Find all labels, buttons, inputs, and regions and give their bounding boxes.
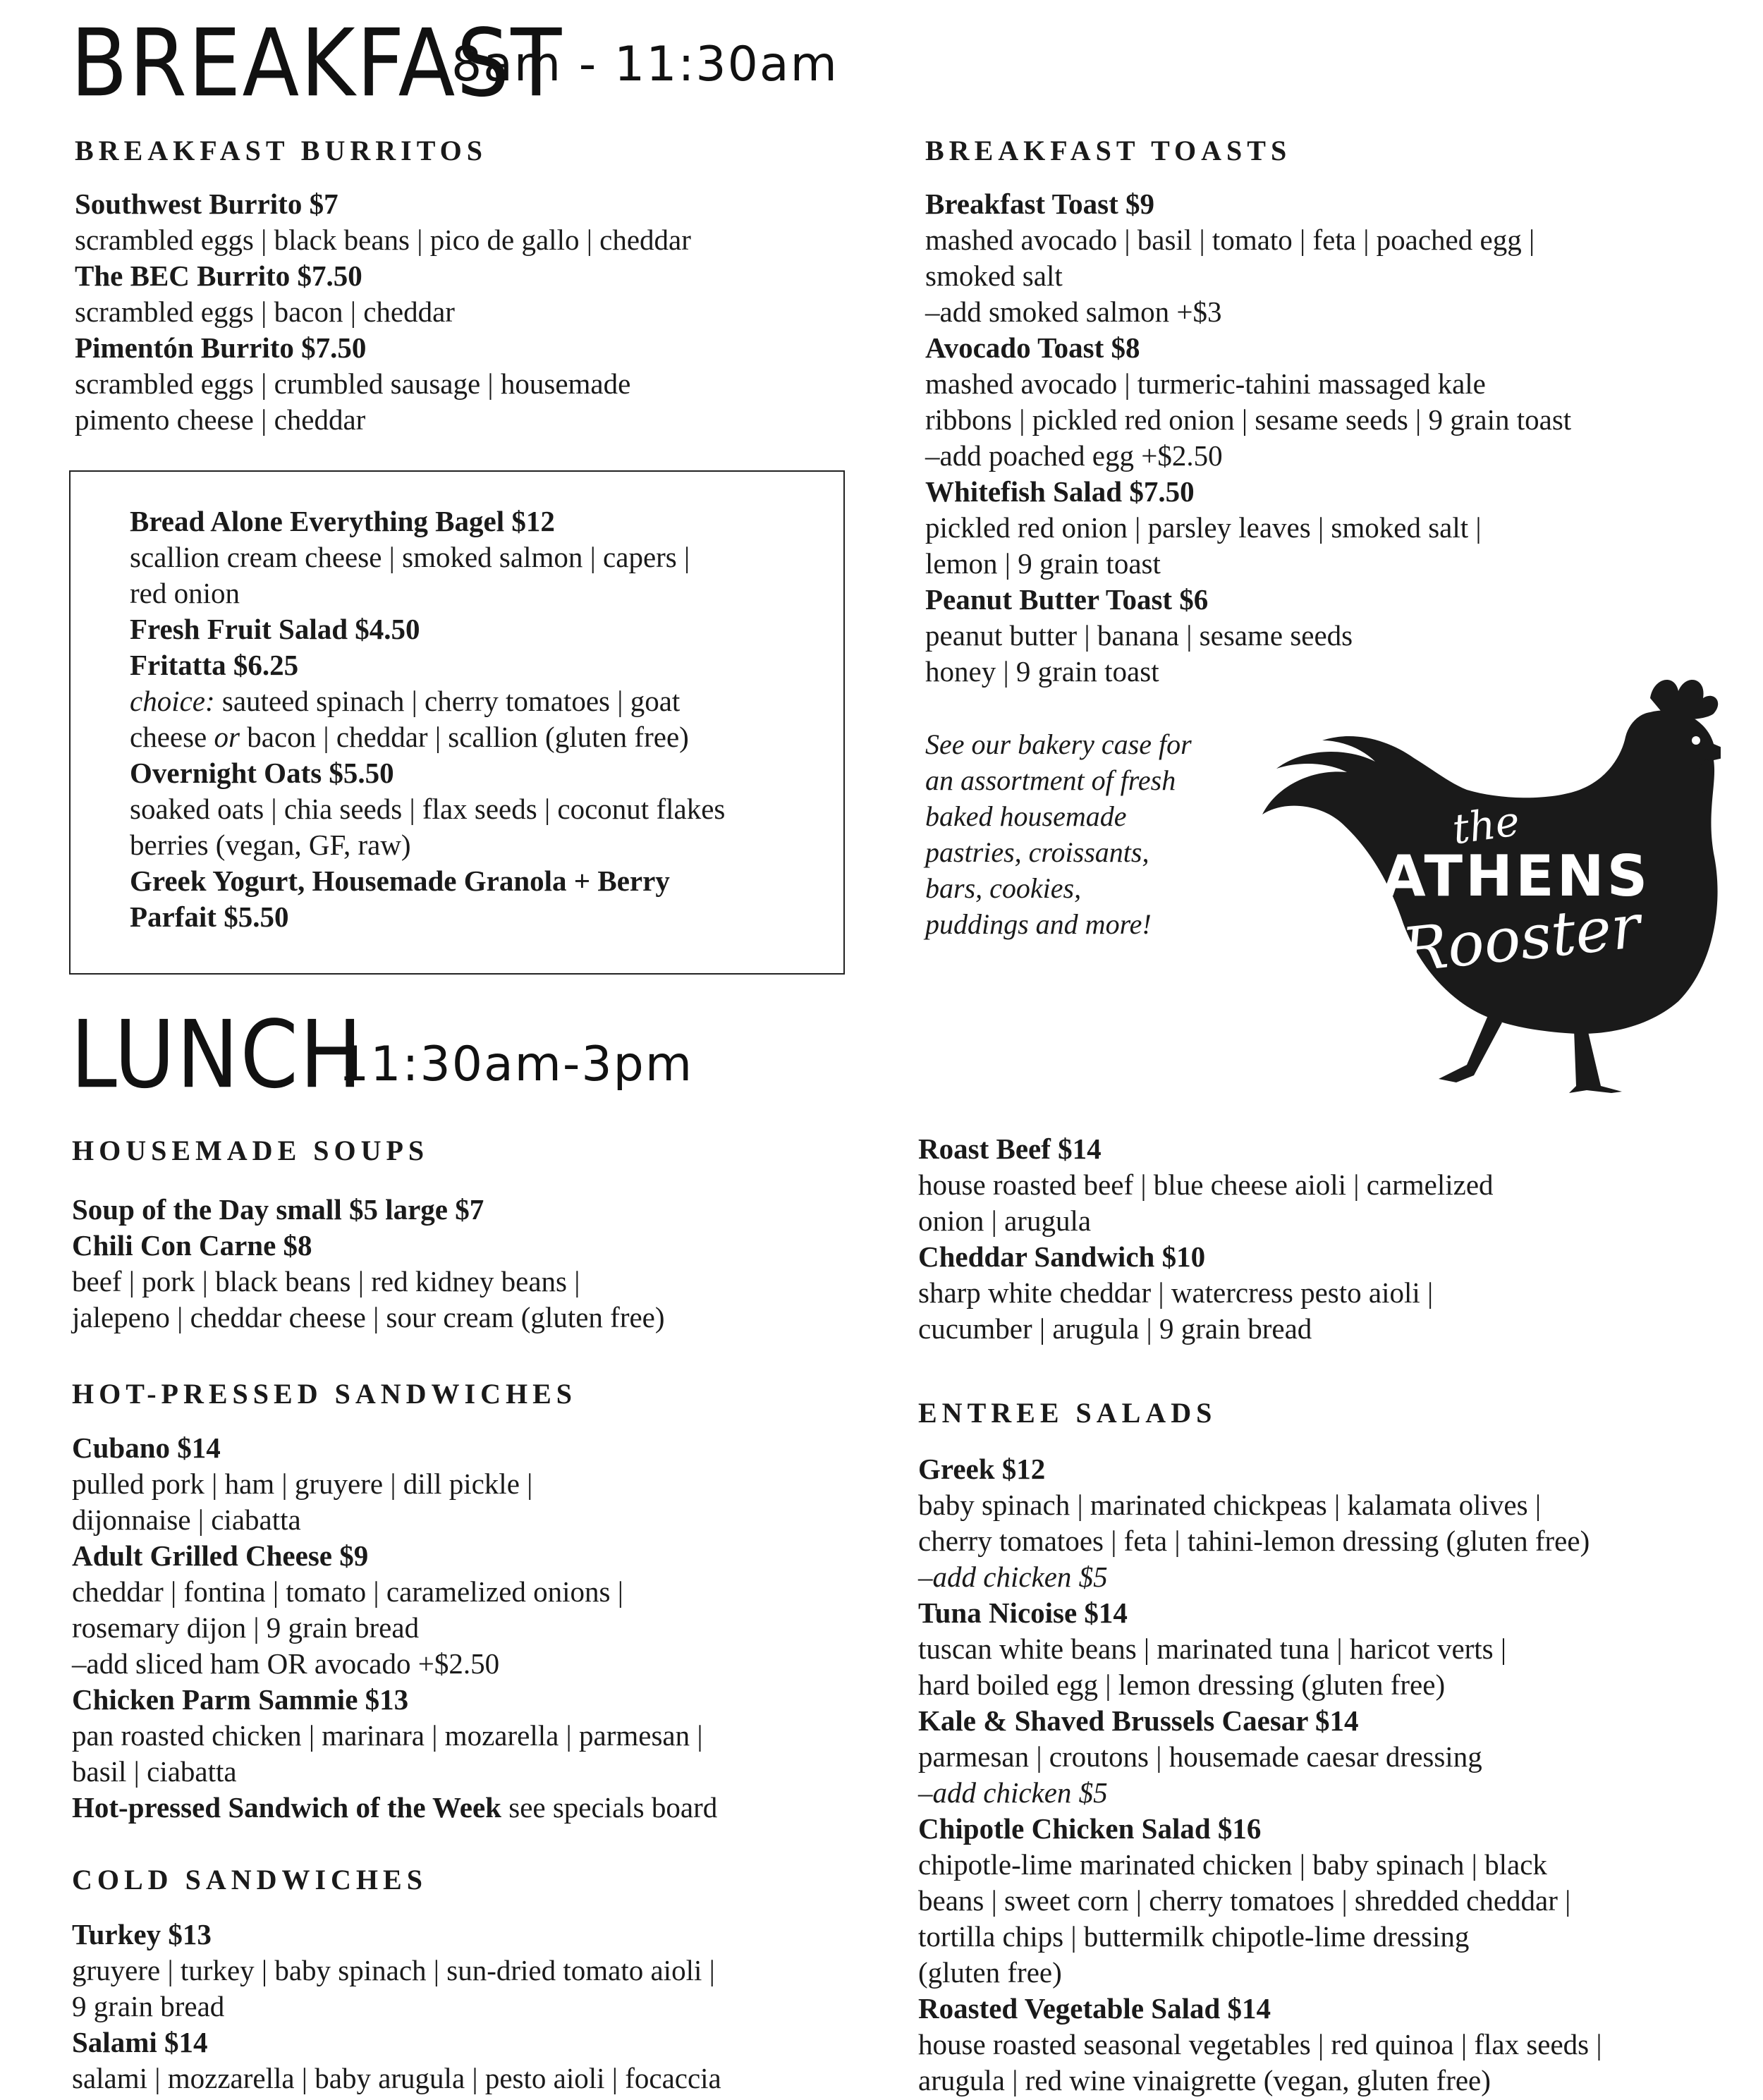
hot-list bbox=[72, 1430, 717, 1826]
menu-item-description: red onion bbox=[130, 577, 240, 609]
logo-text-rooster: Rooster bbox=[1398, 891, 1644, 987]
menu-item-text: or bbox=[214, 721, 240, 753]
menu-item-description: tortilla chips | buttermilk chipotle-lime dressing bbox=[918, 1920, 1470, 1953]
menu-item-description: cheddar | fontina | tomato | caramelized onions | bbox=[72, 1575, 623, 1608]
menu-item-description: pimento cheese | cheddar bbox=[75, 403, 366, 436]
menu-item-name: Chicken Parm Sammie $13 bbox=[72, 1683, 409, 1716]
burritos-heading: BREAKFAST BURRITOS bbox=[75, 135, 488, 166]
menu-item-description: mashed avocado | turmeric-tahini massaged kale bbox=[925, 367, 1486, 400]
menu-item-description: rosemary dijon | 9 grain bread bbox=[72, 1611, 420, 1644]
bakery-note-line: pastries, croissants, bbox=[925, 836, 1149, 868]
menu-item-description: arugula | red wine vinaigrette (vegan, gluten free) bbox=[918, 2064, 1491, 2096]
logo-text-athens: ATHENS bbox=[1381, 843, 1651, 909]
menu-item-description: soaked oats | chia seeds | flax seeds | coconut flakes bbox=[130, 793, 726, 825]
menu-item-description: –add sliced ham OR avocado +$2.50 bbox=[72, 1647, 500, 1680]
salads-heading: ENTREE SALADS bbox=[918, 1397, 1217, 1429]
menu-item-description: dijonnaise | ciabatta bbox=[72, 1503, 301, 1536]
menu-line bbox=[130, 683, 725, 719]
menu-item-description: salami | mozzarella | baby arugula | pesto aioli | focaccia bbox=[72, 2062, 721, 2094]
menu-item-description: beans | sweet corn | cherry tomatoes | shredded cheddar | bbox=[918, 1884, 1571, 1917]
lunch-hours: 11:30am-3pm bbox=[338, 1037, 694, 1092]
menu-item-description: peanut butter | banana | sesame seeds bbox=[925, 619, 1353, 652]
burritos-list bbox=[75, 186, 691, 438]
menu-item-description: house roasted seasonal vegetables | red quinoa | flax seeds | bbox=[918, 2028, 1602, 2061]
hot-heading: HOT-PRESSED SANDWICHES bbox=[72, 1378, 578, 1410]
bakery-note-line: See our bakery case for bbox=[925, 728, 1192, 760]
menu-item-name: Southwest Burrito $7 bbox=[75, 188, 338, 220]
menu-item-description: chipotle-lime marinated chicken | baby spinach | black bbox=[918, 1848, 1547, 1881]
menu-item-description: –add poached egg +$2.50 bbox=[925, 439, 1223, 472]
toasts-list bbox=[925, 186, 1571, 690]
menu-item-description: parmesan | croutons | housemade caesar dressing bbox=[918, 1740, 1482, 1773]
menu-item-text: cheese bbox=[130, 721, 214, 753]
menu-item-name: Hot-pressed Sandwich of the Week bbox=[72, 1791, 501, 1824]
menu-item-name: Soup of the Day small $5 large $7 bbox=[72, 1193, 484, 1226]
rooster-eye-icon bbox=[1692, 736, 1700, 745]
menu-item-description: honey | 9 grain toast bbox=[925, 655, 1159, 688]
menu-item-name: Parfait $5.50 bbox=[130, 901, 289, 933]
menu-item-description: (gluten free) bbox=[918, 1956, 1062, 1989]
menu-item-name: Fresh Fruit Salad $4.50 bbox=[130, 613, 420, 645]
menu-item-name: Roast Beef $14 bbox=[918, 1133, 1102, 1165]
soups-list bbox=[72, 1192, 665, 1336]
menu-item-text: see specials board bbox=[501, 1791, 718, 1824]
menu-item-name: Greek Yogurt, Housemade Granola + Berry bbox=[130, 865, 670, 897]
menu-item-description: scrambled eggs | black beans | pico de gallo | cheddar bbox=[75, 224, 691, 256]
logo-text-the: the bbox=[1449, 796, 1523, 854]
menu-item-name: Avocado Toast $8 bbox=[925, 331, 1140, 364]
menu-item-name: Chipotle Chicken Salad $16 bbox=[918, 1812, 1262, 1845]
menu-item-description: smoked salt bbox=[925, 260, 1063, 292]
menu-item-name: Bread Alone Everything Bagel $12 bbox=[130, 505, 555, 537]
athens-rooster-logo bbox=[1255, 670, 1721, 1093]
lunch-title: LUNCH bbox=[71, 1000, 364, 1109]
menu-item-description: pan roasted chicken | marinara | mozarella | parmesan | bbox=[72, 1719, 703, 1752]
menu-item-description: pickled red onion | parsley leaves | smoked salt | bbox=[925, 511, 1482, 544]
menu-item-description: scrambled eggs | crumbled sausage | housemade bbox=[75, 367, 631, 400]
bakery-note-line: baked housemade bbox=[925, 800, 1127, 832]
menu-item-description: sharp white cheddar | watercress pesto aioli | bbox=[918, 1276, 1434, 1309]
menu-item-description: beef | pork | black beans | red kidney beans | bbox=[72, 1265, 580, 1298]
bakery-note-line: bars, cookies, bbox=[925, 872, 1082, 904]
menu-item-description: house roasted beef | blue cheese aioli | carmelized bbox=[918, 1168, 1494, 1201]
menu-item-name: Salami $14 bbox=[72, 2026, 208, 2058]
menu-item-name: Tuna Nicoise $14 bbox=[918, 1597, 1128, 1629]
breakfast-hours: 8am - 11:30am bbox=[451, 37, 838, 92]
menu-item-description: basil | ciabatta bbox=[72, 1755, 237, 1788]
menu-item-name: Adult Grilled Cheese $9 bbox=[72, 1539, 369, 1572]
menu-item-text: choice: bbox=[130, 685, 215, 717]
bakery-note bbox=[925, 726, 1192, 942]
menu-item-description: ribbons | pickled red onion | sesame seeds | 9 grain toast bbox=[925, 403, 1572, 436]
cold-heading: COLD SANDWICHES bbox=[72, 1864, 427, 1896]
menu-item-description: 9 grain bread bbox=[72, 1990, 225, 2022]
menu-item-description: onion | arugula bbox=[918, 1204, 1092, 1237]
boxed-list bbox=[130, 503, 725, 935]
menu-item-description: berries (vegan, GF, raw) bbox=[130, 829, 411, 861]
menu-item-name: Roasted Vegetable Salad $14 bbox=[918, 1992, 1271, 2025]
menu-item-name: Breakfast Toast $9 bbox=[925, 188, 1155, 220]
menu-item-name: Kale & Shaved Brussels Caesar $14 bbox=[918, 1704, 1359, 1737]
menu-item-description: gruyere | turkey | baby spinach | sun-dried tomato aioli | bbox=[72, 1954, 715, 1986]
menu-item-name: Whitefish Salad $7.50 bbox=[925, 475, 1195, 508]
bakery-note-line: an assortment of fresh bbox=[925, 764, 1176, 796]
menu-item-name: Turkey $13 bbox=[72, 1918, 212, 1951]
menu-item-description: scrambled eggs | bacon | cheddar bbox=[75, 295, 455, 328]
menu-item-name: Cheddar Sandwich $10 bbox=[918, 1240, 1206, 1273]
menu-item-description: jalepeno | cheddar cheese | sour cream (gluten free) bbox=[72, 1301, 665, 1333]
menu-item-description: cherry tomatoes | feta | tahini-lemon dressing (gluten free) bbox=[918, 1525, 1590, 1557]
soups-heading: HOUSEMADE SOUPS bbox=[72, 1135, 429, 1166]
menu-item-description: –add chicken $5 bbox=[918, 1561, 1108, 1593]
menu-item-description: tuscan white beans | marinated tuna | haricot verts | bbox=[918, 1632, 1507, 1665]
menu-item-name: Greek $12 bbox=[918, 1453, 1046, 1485]
menu-item-name: The BEC Burrito $7.50 bbox=[75, 260, 362, 292]
menu-item-description: mashed avocado | basil | tomato | feta | poached egg | bbox=[925, 224, 1535, 256]
menu-item-name: Pimentón Burrito $7.50 bbox=[75, 331, 367, 364]
right-sandwiches-list bbox=[918, 1131, 1494, 1347]
menu-item-name: Overnight Oats $5.50 bbox=[130, 757, 394, 789]
menu-item-text: sauteed spinach | cherry tomatoes | goat bbox=[214, 685, 681, 717]
menu-item-name: Peanut Butter Toast $6 bbox=[925, 583, 1209, 616]
breakfast-title: BREAKFAST bbox=[71, 8, 563, 118]
bakery-note-line: puddings and more! bbox=[925, 908, 1152, 940]
menu-item-description: cucumber | arugula | 9 grain bread bbox=[918, 1312, 1312, 1345]
menu-item-description: scallion cream cheese | smoked salmon | capers | bbox=[130, 541, 690, 573]
menu-item-description: –add chicken $5 bbox=[918, 1776, 1108, 1809]
menu-item-name: Chili Con Carne $8 bbox=[72, 1229, 312, 1262]
menu-item-description: pulled pork | ham | gruyere | dill pickle | bbox=[72, 1467, 533, 1500]
menu-item-name: Fritatta $6.25 bbox=[130, 649, 299, 681]
menu-item-description: hard boiled egg | lemon dressing (gluten free) bbox=[918, 1668, 1446, 1701]
salads-list bbox=[918, 1451, 1602, 2099]
menu-line bbox=[130, 719, 725, 755]
menu-item-description: baby spinach | marinated chickpeas | kalamata olives | bbox=[918, 1489, 1542, 1521]
menu-item-description: lemon | 9 grain toast bbox=[925, 547, 1161, 580]
menu-item-name: Cubano $14 bbox=[72, 1431, 221, 1464]
menu-line bbox=[72, 1790, 717, 1826]
toasts-heading: BREAKFAST TOASTS bbox=[925, 135, 1292, 166]
menu-item-text: bacon | cheddar | scallion (gluten free) bbox=[239, 721, 689, 753]
cold-list bbox=[72, 1917, 721, 2096]
menu-item-description: –add smoked salmon +$3 bbox=[925, 295, 1222, 328]
